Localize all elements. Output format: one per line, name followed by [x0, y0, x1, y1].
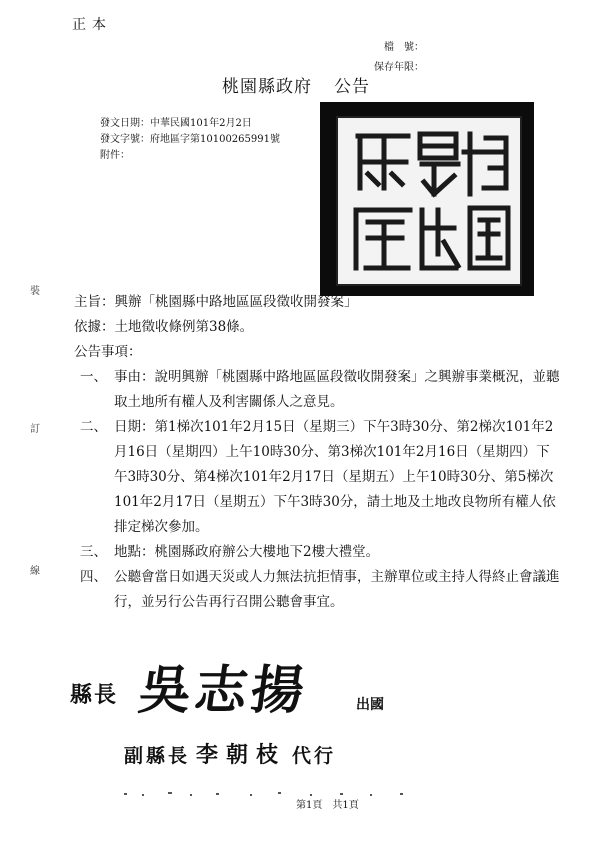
doc-type: 公告: [334, 77, 370, 97]
subject-label: 主旨：: [74, 294, 115, 310]
binding-mark-bind: 裝: [30, 286, 40, 297]
basis-label: 依據：: [74, 319, 115, 335]
item-text: 事由：說明興辦「桃園縣中路地區區段徵收開發案」之興辦事業概況，並聽取土地所有權人及利害關係人之意見。: [114, 369, 560, 410]
basis-text: 土地徵收條例第38條。: [114, 319, 254, 335]
item-text: 地點：桃園縣政府辦公大樓地下2樓大禮堂。: [114, 544, 380, 560]
subject-text: 興辦「桃園縣中路地區區段徵收開發案」: [114, 294, 358, 310]
page-title: [222, 72, 370, 97]
agency-name: 桃園縣政府: [222, 77, 312, 97]
attachment: 附件：: [100, 150, 130, 161]
list-item: [80, 565, 560, 615]
retention-label: 保存年限：: [374, 62, 424, 73]
binding-mark-staple: 訂: [30, 424, 40, 435]
list-item: [80, 415, 560, 540]
document-info: [100, 116, 280, 164]
list-item: [80, 540, 560, 565]
archive-no-label: 檔 號：: [384, 42, 424, 53]
issue-number: 發文字號：府地區字第10100265991號: [100, 134, 280, 145]
announcement-body: [74, 290, 560, 615]
subject-row: [74, 290, 560, 315]
item-number: 四、: [80, 569, 107, 585]
item-text: 公聽會當日如遇天災或人力無法抗拒情事，主辦單位或主持人得終止會議進行，並另行公告再行召開公聽會事宜。: [114, 569, 560, 610]
deputy-note: 代行: [292, 745, 337, 767]
page-number: 第1頁: [296, 800, 323, 811]
page-footer: [296, 796, 359, 811]
deputy-signature: [124, 738, 336, 769]
items-heading: 公告事項：: [74, 344, 142, 360]
official-seal-icon: [320, 102, 534, 296]
item-number: 三、: [80, 544, 107, 560]
deputy-name: 李朝枝: [196, 742, 287, 768]
signature-title: 縣長: [70, 682, 119, 708]
binding-mark-line: 線: [30, 566, 40, 577]
page-total: 共1頁: [332, 800, 359, 811]
issue-date: 發文日期：中華民國101年2月2日: [100, 118, 252, 129]
list-item: [80, 365, 560, 415]
item-number: 一、: [80, 369, 107, 385]
archive-meta-labels: [374, 38, 424, 78]
scan-noise: [120, 790, 420, 798]
basis-row: [74, 315, 560, 340]
item-number: 二、: [80, 419, 107, 435]
item-text: 日期：第1梯次101年2月15日（星期三）下午3時30分、第2梯次101年2月16日（星期四）上午10時30分、第3梯次101年2月16日（星期四）下午3時30分、第4梯次101年2月17日（星期五）上午10時30分、第5梯次101年2月17日（星期五）下午3時30分，請土地及土地改良物所有權人依排定梯次參加。: [114, 419, 556, 535]
deputy-title: 副縣長: [124, 745, 191, 767]
signature-name: 吳志揚: [135, 660, 312, 721]
signature-note: 出國: [356, 697, 384, 713]
copy-mark: 正本: [72, 17, 112, 33]
